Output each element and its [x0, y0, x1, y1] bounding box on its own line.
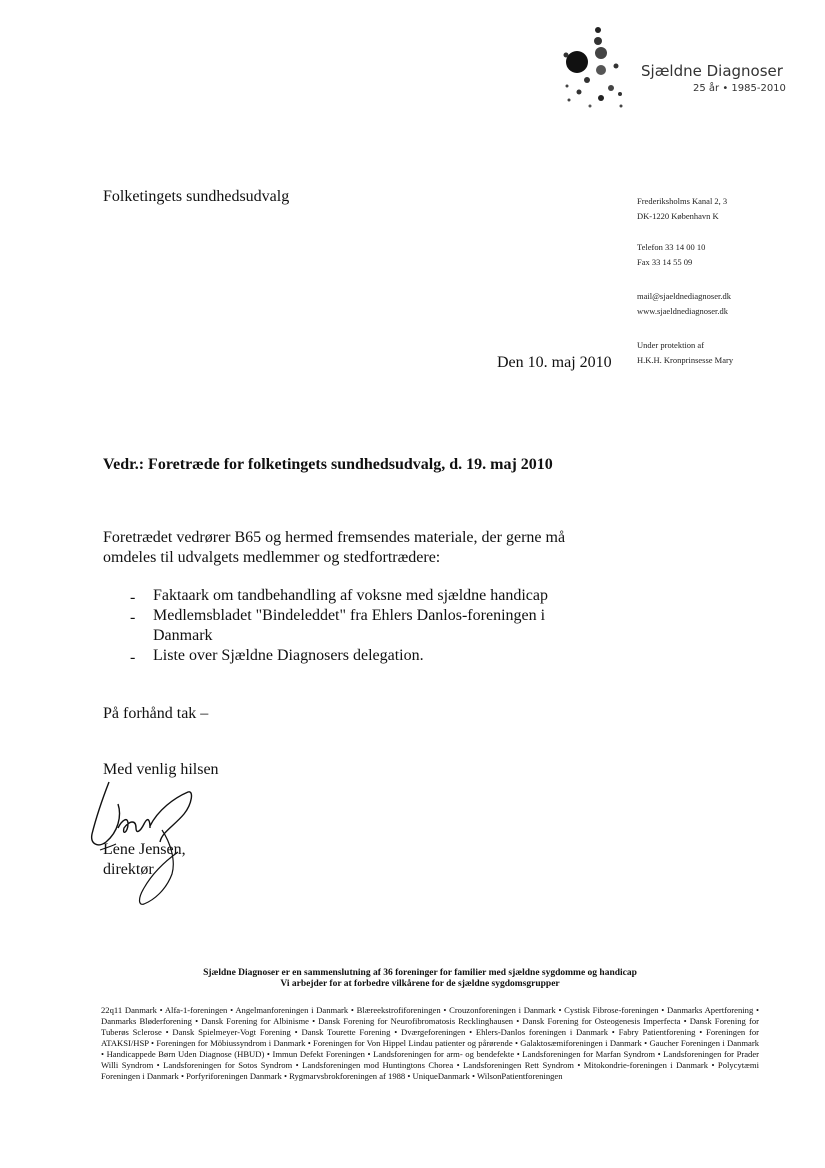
recipient: Folketingets sundhedsudvalg — [103, 188, 290, 205]
contact-sidebar — [637, 194, 733, 368]
footer-header — [100, 968, 740, 990]
address-line-1: Frederiksholms Kanal 2, 3 — [637, 196, 728, 206]
logo-tagline: 25 år • 1985-2010 — [693, 83, 786, 94]
list-item: - Medlemsbladet "Bindeleddet" fra Ehlers Danlos-foreningen i Danmark — [130, 606, 590, 646]
logo-name: Sjældne Diagnoser — [641, 62, 783, 80]
closing-line: Med venlig hilsen — [103, 761, 219, 778]
letter-body: Foretrædet vedrører B65 og hermed fremsendes materiale, der gerne må omdeles til udvalgets medlemmer og stedfortrædere: — [103, 529, 566, 566]
thanks-line: På forhånd tak – — [103, 705, 209, 722]
footer-line-2: Vi arbejder for at forbedre vilkårene for de sjældne sygdomsgrupper — [280, 979, 560, 989]
fax-number: Fax 33 14 55 09 — [637, 257, 693, 267]
address-line-2: DK-1220 København K — [637, 211, 719, 221]
signer-name: Lene Jensen, — [103, 841, 186, 858]
letter-subject: Vedr.: Foretræde for folketingets sundhedsudvalg, d. 19. maj 2010 — [103, 456, 553, 473]
protection-name: H.K.H. Kronprinsesse Mary — [637, 355, 734, 365]
dots-logo-icon — [555, 22, 640, 114]
signer-block — [103, 840, 186, 880]
phone-number: Telefon 33 14 00 10 — [637, 242, 706, 252]
email-address: mail@sjaeldnediagnoser.dk — [637, 291, 731, 301]
letter-date: Den 10. maj 2010 — [497, 354, 612, 371]
list-item: - Liste over Sjældne Diagnosers delegation. — [130, 646, 590, 666]
website: www.sjaeldnediagnoser.dk — [637, 306, 729, 316]
protection-label: Under protektion af — [637, 340, 705, 350]
material-list — [130, 586, 590, 666]
member-organizations: 22q11 Danmark • Alfa-1-foreningen • Angelmanforeningen i Danmark • Blæreekstrofiforeningen • Crouzonforeningen i Danmark • Cystisk Fibrose-foreningen • Danmarks Apertforening • Danmarks Bløderforening • Dansk Forening for Albinisme • Dansk Forening for Neurofibromatosis Recklinghausen • Dansk Forening for Osteogenesis Imperfecta • Dansk Forening for Tuberøs Sclerose • Dansk Spielmeyer-Vogt Forening • Dansk Tourette Forening • Dværgeforeningen • Ehlers-Danlos foreningen i Danmark • Fabry Patientforening • Foreningen for ATAKSI/HSP • Foreningen for Möbiussyndrom i Danmark • Foreningen for Von Hippel Lindau patienter og pårørende • Galaktosæmiforeningen i Danmark • Gaucher Foreningen i Danmark • Handicappede Børn Uden Diagnose (HBUD) • Immun Defekt Foreningen • Landsforeningen for arm- og bendefekte • Landsforeningen for Marfan Syndrom • Landsforeningen for Prader Willi Syndrom • Landsforeningen for Sotos Syndrom • Landsforeningen mod Huntingtons Chorea • Landsforeningen Rett Syndrom • Mitokondrie-foreningen i Danmark • Polycytæmi Foreningen i Danmark • Porfyriforeningen Danmark • Rygmarvsbrokforeningen af 1988 • UniqueDanmark • WilsonPatientforeningen — [101, 1005, 759, 1081]
list-item: - Faktaark om tandbehandling af voksne med sjældne handicap — [130, 586, 590, 606]
signer-title: direktør — [103, 861, 154, 878]
footer-line-1: Sjældne Diagnoser er en sammenslutning af 36 foreninger for familier med sjældne sygdomme og handicap — [203, 968, 637, 978]
